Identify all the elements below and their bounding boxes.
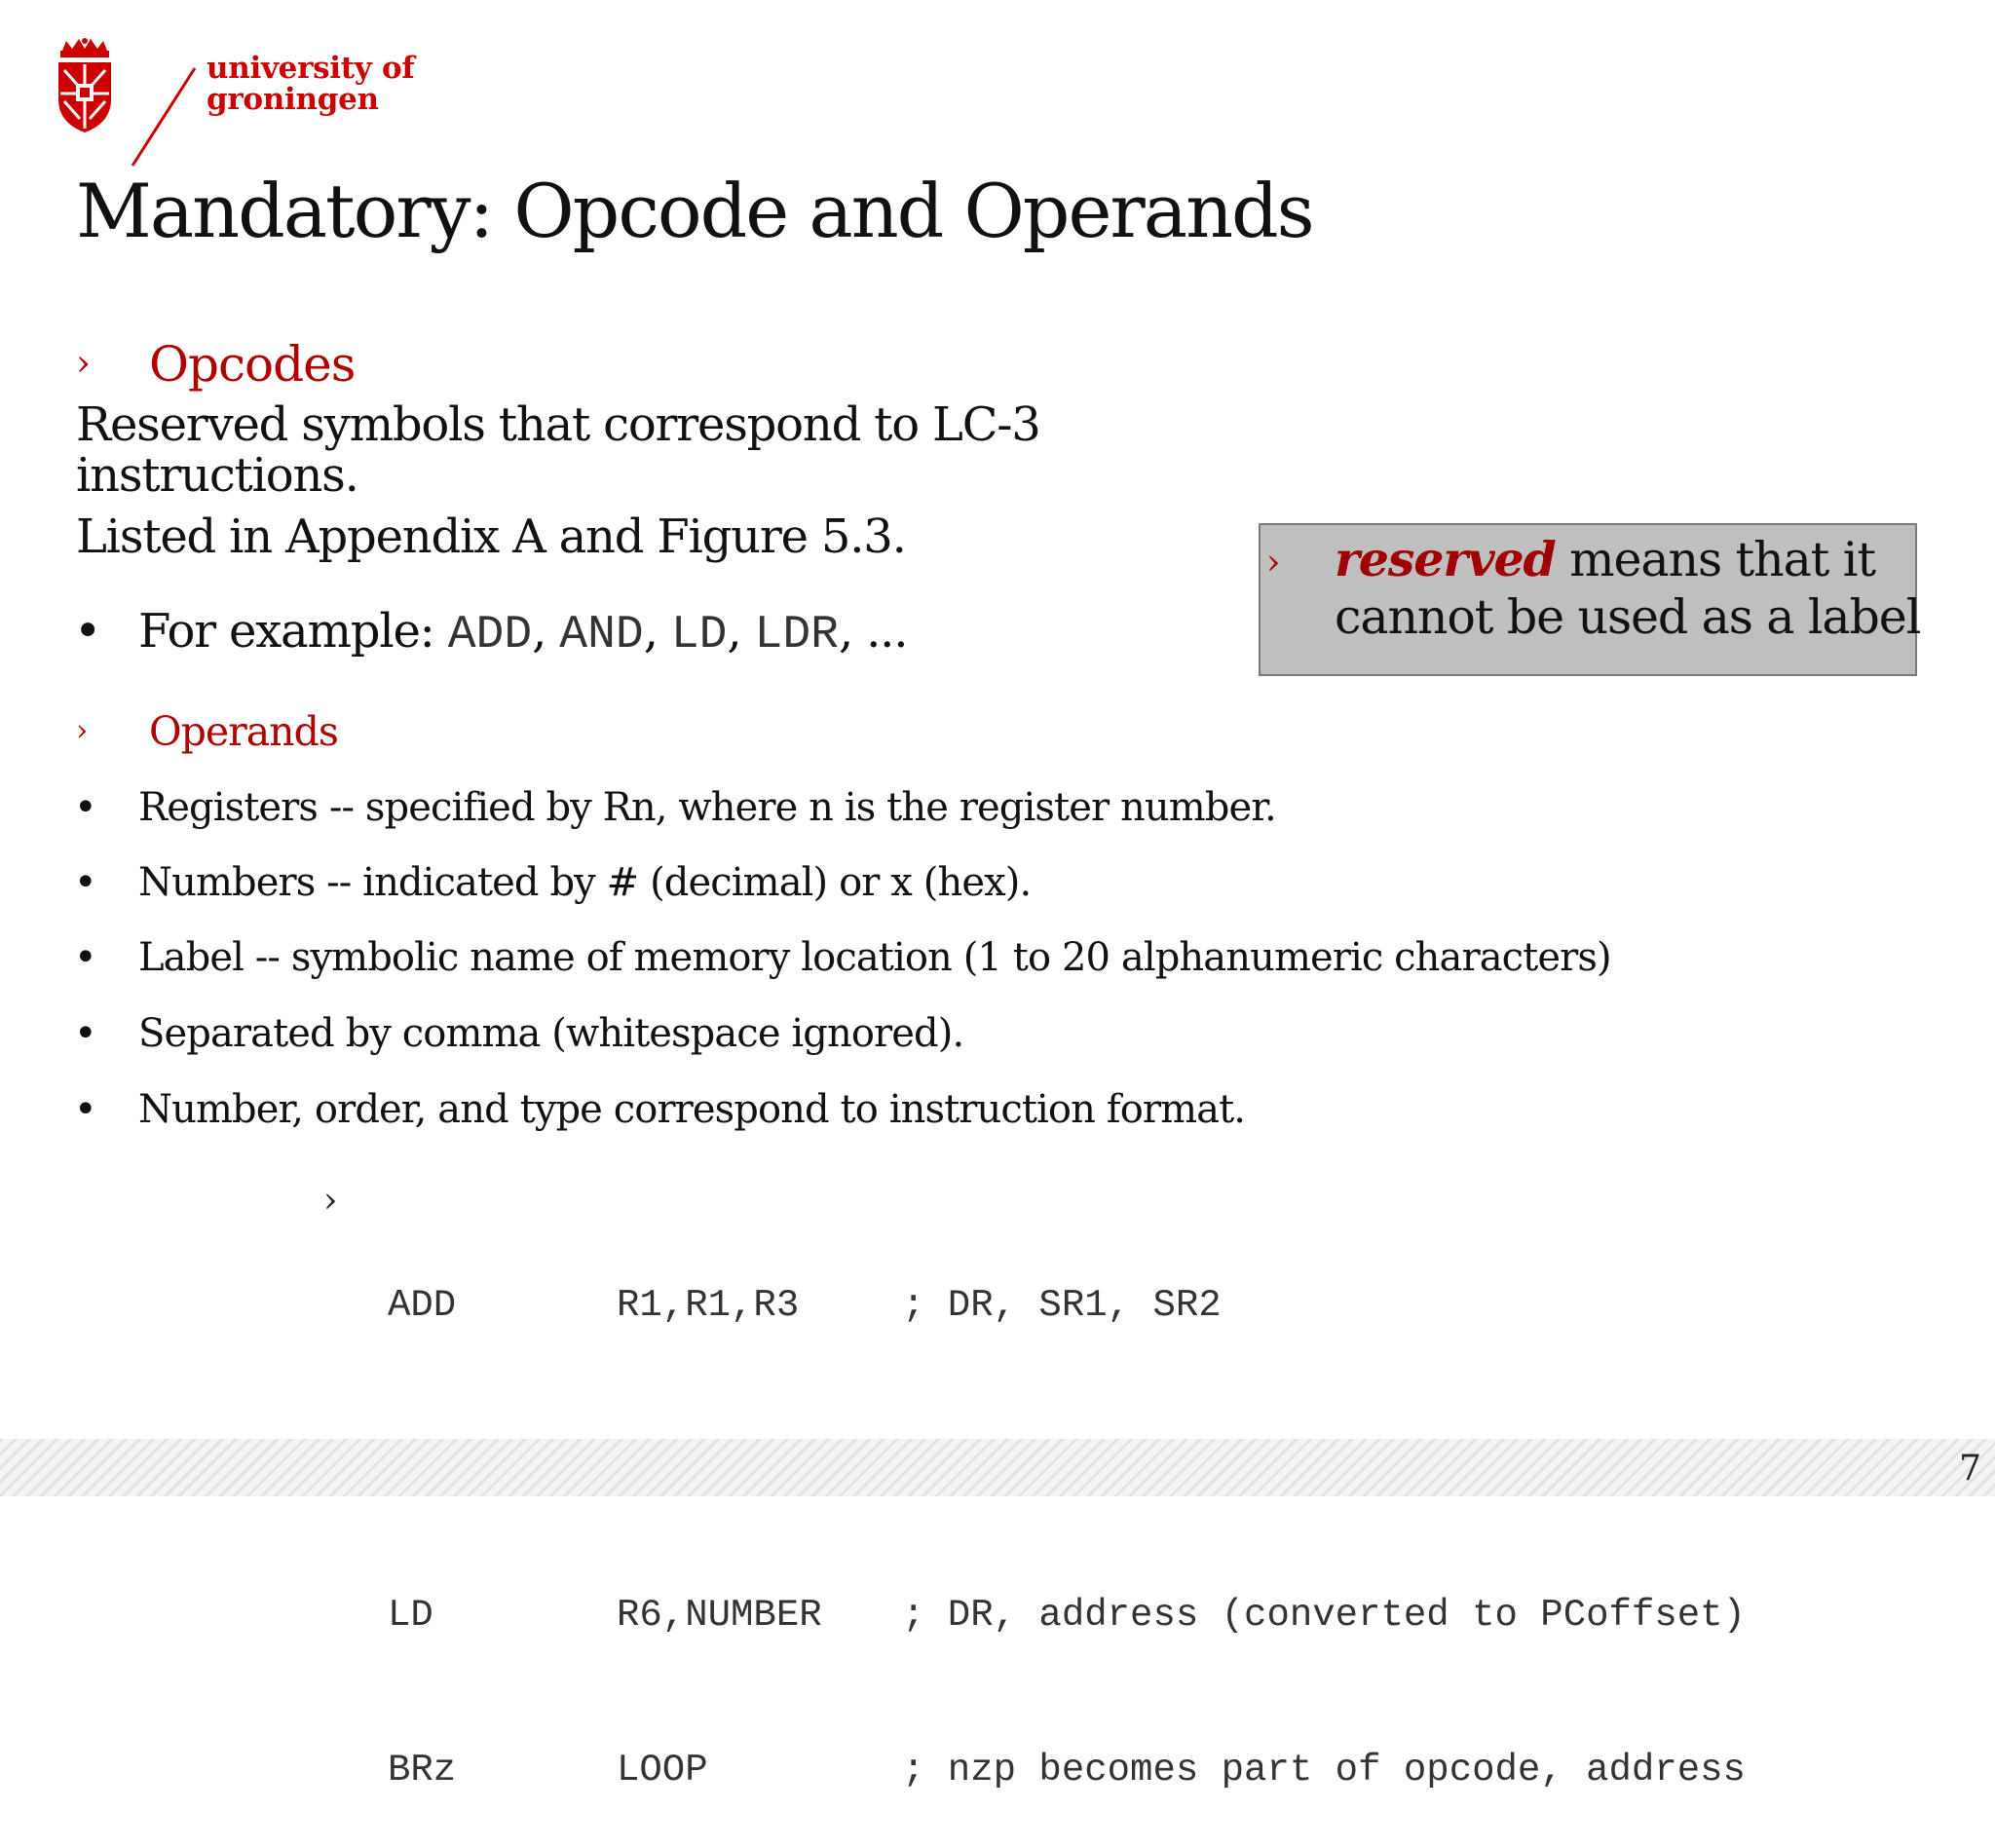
example-separator: , (532, 604, 560, 659)
operand-bullet-text: Label -- symbolic name of memory location (1 to 20 alphanumeric characters) (138, 935, 1611, 980)
chevron-right-icon: › (1266, 543, 1281, 583)
code-comment: ; DR, address (converted to PCoffset) (902, 1594, 1746, 1637)
chevron-right-icon: › (323, 1181, 338, 1221)
code-operands: LOOP (617, 1749, 708, 1791)
example-opcode: ADD (447, 609, 533, 661)
example-suffix: , ... (838, 604, 908, 659)
opcodes-heading (76, 336, 355, 393)
code-line (388, 1280, 1746, 1332)
slide-footer (0, 1439, 1995, 1496)
page-number: 7 (1959, 1449, 1981, 1489)
code-comment: ; nzp becomes part of opcode, address (902, 1749, 1746, 1791)
code-line (388, 1590, 1746, 1641)
operand-bullet-text: Numbers -- indicated by # (decimal) or x (hex). (138, 860, 1032, 905)
opcodes-description-line2: instructions. (76, 448, 358, 503)
bullet-icon: • (74, 935, 96, 980)
code-opcode: ADD (388, 1284, 457, 1327)
code-comment: ; DR, SR1, SR2 (902, 1284, 1222, 1327)
university-name-line1: university of (207, 51, 415, 86)
operands-heading (76, 708, 338, 755)
operand-bullet-text: Number, order, and type correspond to instruction format. (138, 1087, 1246, 1132)
university-logo (53, 37, 423, 140)
bullet-icon: • (74, 860, 96, 905)
code-line (388, 1745, 1746, 1796)
university-name-line2: groningen (207, 82, 379, 117)
opcodes-heading-label: Opcodes (149, 336, 356, 393)
note-line1-rest: means that it (1555, 532, 1875, 587)
example-prefix: For example: (138, 604, 448, 659)
chevron-right-icon: › (76, 713, 88, 749)
example-opcode: LDR (754, 609, 839, 661)
opcodes-example-text (138, 604, 907, 661)
note-line1 (1335, 531, 1875, 587)
note-keyword: reserved (1335, 531, 1556, 587)
operands-heading-label: Operands (149, 708, 338, 755)
code-opcode: LD (388, 1594, 433, 1637)
bullet-icon: • (74, 1087, 96, 1132)
code-operands: R6,NUMBER (617, 1594, 822, 1637)
bullet-icon: • (74, 1011, 96, 1056)
code-operands: R1,R1,R3 (617, 1284, 800, 1327)
example-separator: , (643, 604, 671, 659)
bullet-icon: • (74, 604, 101, 659)
example-opcode: LD (670, 609, 728, 661)
code-opcode: BRz (388, 1749, 457, 1791)
example-separator: , (727, 604, 755, 659)
code-example (388, 1177, 1746, 1848)
operand-bullet-text: Registers -- specified by Rn, where n is the register number. (138, 785, 1276, 830)
university-name (207, 53, 414, 115)
bullet-icon: • (74, 785, 96, 830)
note-line2: cannot be used as a label (1335, 589, 1921, 645)
opcodes-reference: Listed in Appendix A and Figure 5.3. (76, 509, 906, 564)
example-opcode: AND (559, 609, 644, 661)
chevron-right-icon: › (76, 341, 90, 385)
operand-bullet-text: Separated by comma (whitespace ignored). (138, 1011, 964, 1056)
reserved-note-box (1259, 523, 1921, 676)
opcodes-description-line1: Reserved symbols that correspond to LC-3 (76, 397, 1040, 452)
university-crest-icon (53, 37, 117, 134)
slide-title: Mandatory: Opcode and Operands (76, 168, 1313, 254)
